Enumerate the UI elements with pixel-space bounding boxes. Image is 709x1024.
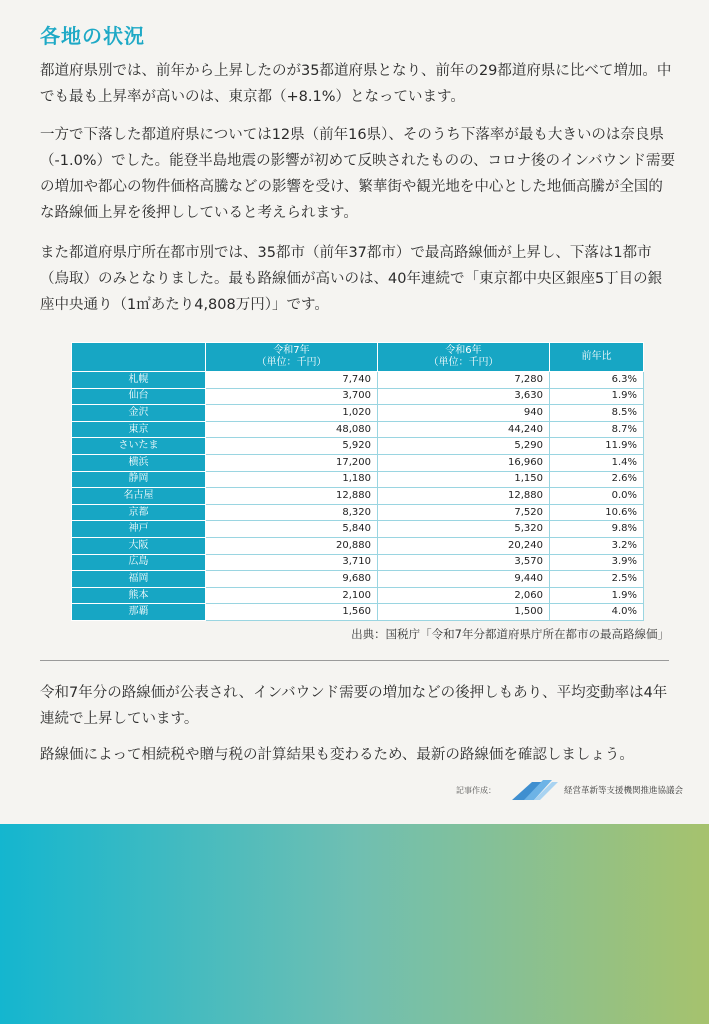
credit-organization: 経営革新等支援機関推進協議会 — [564, 786, 684, 796]
r7-cell: 20,880 — [206, 537, 378, 554]
paragraph-prefecture-summary: 都道府県別では、前年から上昇したのが35都道府県となり、前年の29都道府県に比べて増加。中でも最も上昇率が高いのは、東京都（+8.1%）となっています。 — [40, 63, 672, 105]
table-row — [72, 504, 644, 521]
credit-label: 記事作成： — [456, 785, 496, 795]
change-cell: 6.3% — [550, 372, 644, 389]
paragraph-decline-summary: 一方で下落した都道府県については12県（前年16県）、そのうち下落率が最も大きいのは奈良県（-1.0%）でした。能登半島地震の影響が初めて反映されたものの、コロナ後のインバウンド需要の増加や都心の物件価格高騰などの影響を受け、繁華街や観光地を中心とした地価高騰が全国的な路線価上昇を後押ししていると考えられます。 — [40, 127, 675, 221]
change-cell: 2.6% — [550, 471, 644, 488]
r7-cell: 2,100 — [206, 587, 378, 604]
paragraph-advice: 路線価によって相続税や贈与税の計算結果も変わるため、最新の路線価を確認しましょう。 — [40, 747, 634, 763]
r7-cell: 1,560 — [206, 604, 378, 621]
header-r6-title: 令和6年 — [445, 345, 482, 356]
change-cell: 3.2% — [550, 537, 644, 554]
r7-cell: 5,840 — [206, 521, 378, 538]
r6-cell: 44,240 — [378, 421, 550, 438]
header-r6-unit: （単位：千円） — [428, 357, 499, 368]
table-row — [72, 454, 644, 471]
header-r7 — [206, 343, 378, 372]
change-cell: 3.9% — [550, 554, 644, 571]
r6-cell: 5,290 — [378, 438, 550, 455]
r6-cell: 1,150 — [378, 471, 550, 488]
r7-cell: 7,740 — [206, 372, 378, 389]
r6-cell: 16,960 — [378, 454, 550, 471]
r7-cell: 5,920 — [206, 438, 378, 455]
r7-cell: 1,180 — [206, 471, 378, 488]
stripe-logo-icon — [512, 780, 558, 800]
table-row — [72, 471, 644, 488]
change-cell: 8.5% — [550, 405, 644, 422]
r7-cell: 48,080 — [206, 421, 378, 438]
r6-cell: 940 — [378, 405, 550, 422]
table-row — [72, 554, 644, 571]
city-cell: 静岡 — [72, 471, 206, 488]
city-cell: 神戸 — [72, 521, 206, 538]
table-body — [72, 372, 644, 621]
footer-gradient-band — [0, 824, 709, 1024]
r7-cell: 3,700 — [206, 388, 378, 405]
header-r7-unit: （単位：千円） — [256, 357, 327, 368]
header-change: 前年比 — [550, 343, 644, 372]
table-row — [72, 537, 644, 554]
source-citation: 出典：国税庁「令和7年分都道府県庁所在都市の最高路線価」 — [351, 627, 669, 641]
table-row — [72, 587, 644, 604]
r6-cell: 3,630 — [378, 388, 550, 405]
divider — [40, 660, 669, 661]
section-heading: 各地の状況 — [40, 24, 145, 48]
city-cell: 横浜 — [72, 454, 206, 471]
city-cell: 名古屋 — [72, 488, 206, 505]
r6-cell: 9,440 — [378, 571, 550, 588]
table-row — [72, 438, 644, 455]
r6-cell: 20,240 — [378, 537, 550, 554]
r7-cell: 8,320 — [206, 504, 378, 521]
city-cell: 福岡 — [72, 571, 206, 588]
change-cell: 10.6% — [550, 504, 644, 521]
table-row — [72, 372, 644, 389]
city-cell: 広島 — [72, 554, 206, 571]
city-cell: 金沢 — [72, 405, 206, 422]
change-cell: 1.9% — [550, 388, 644, 405]
article-credit — [456, 780, 683, 800]
r7-cell: 17,200 — [206, 454, 378, 471]
city-cell: さいたま — [72, 438, 206, 455]
r6-cell: 2,060 — [378, 587, 550, 604]
city-cell: 東京 — [72, 421, 206, 438]
r7-cell: 3,710 — [206, 554, 378, 571]
table-row — [72, 604, 644, 621]
city-cell: 那覇 — [72, 604, 206, 621]
city-cell: 熊本 — [72, 587, 206, 604]
table-row — [72, 521, 644, 538]
change-cell: 9.8% — [550, 521, 644, 538]
r7-cell: 1,020 — [206, 405, 378, 422]
header-r6 — [378, 343, 550, 372]
city-cell: 札幌 — [72, 372, 206, 389]
r6-cell: 7,520 — [378, 504, 550, 521]
header-city-blank — [72, 343, 206, 372]
change-cell: 8.7% — [550, 421, 644, 438]
city-cell: 京都 — [72, 504, 206, 521]
city-cell: 仙台 — [72, 388, 206, 405]
change-cell: 1.9% — [550, 587, 644, 604]
r6-cell: 7,280 — [378, 372, 550, 389]
table-row — [72, 571, 644, 588]
change-cell: 11.9% — [550, 438, 644, 455]
change-cell: 2.5% — [550, 571, 644, 588]
r6-cell: 1,500 — [378, 604, 550, 621]
paragraph-city-summary: また都道府県庁所在都市別では、35都市（前年37都市）で最高路線価が上昇し、下落は1都市（鳥取）のみとなりました。最も路線価が高いのは、40年連続で「東京都中央区銀座5丁目の銀座中央通り（1㎡あたり4,808万円）」です。 — [40, 245, 663, 313]
change-cell: 4.0% — [550, 604, 644, 621]
city-cell: 大阪 — [72, 537, 206, 554]
table-header-row — [72, 343, 644, 372]
paragraph-announcement: 令和7年分の路線価が公表され、インバウンド需要の増加などの後押しもあり、平均変動率は4年連続で上昇しています。 — [40, 685, 668, 727]
table-row — [72, 488, 644, 505]
change-cell: 0.0% — [550, 488, 644, 505]
r6-cell: 12,880 — [378, 488, 550, 505]
route-price-table — [71, 342, 644, 621]
r6-cell: 5,320 — [378, 521, 550, 538]
change-cell: 1.4% — [550, 454, 644, 471]
table-row — [72, 388, 644, 405]
r7-cell: 9,680 — [206, 571, 378, 588]
r7-cell: 12,880 — [206, 488, 378, 505]
table-row — [72, 405, 644, 422]
table-row — [72, 421, 644, 438]
r6-cell: 3,570 — [378, 554, 550, 571]
header-r7-title: 令和7年 — [273, 345, 310, 356]
